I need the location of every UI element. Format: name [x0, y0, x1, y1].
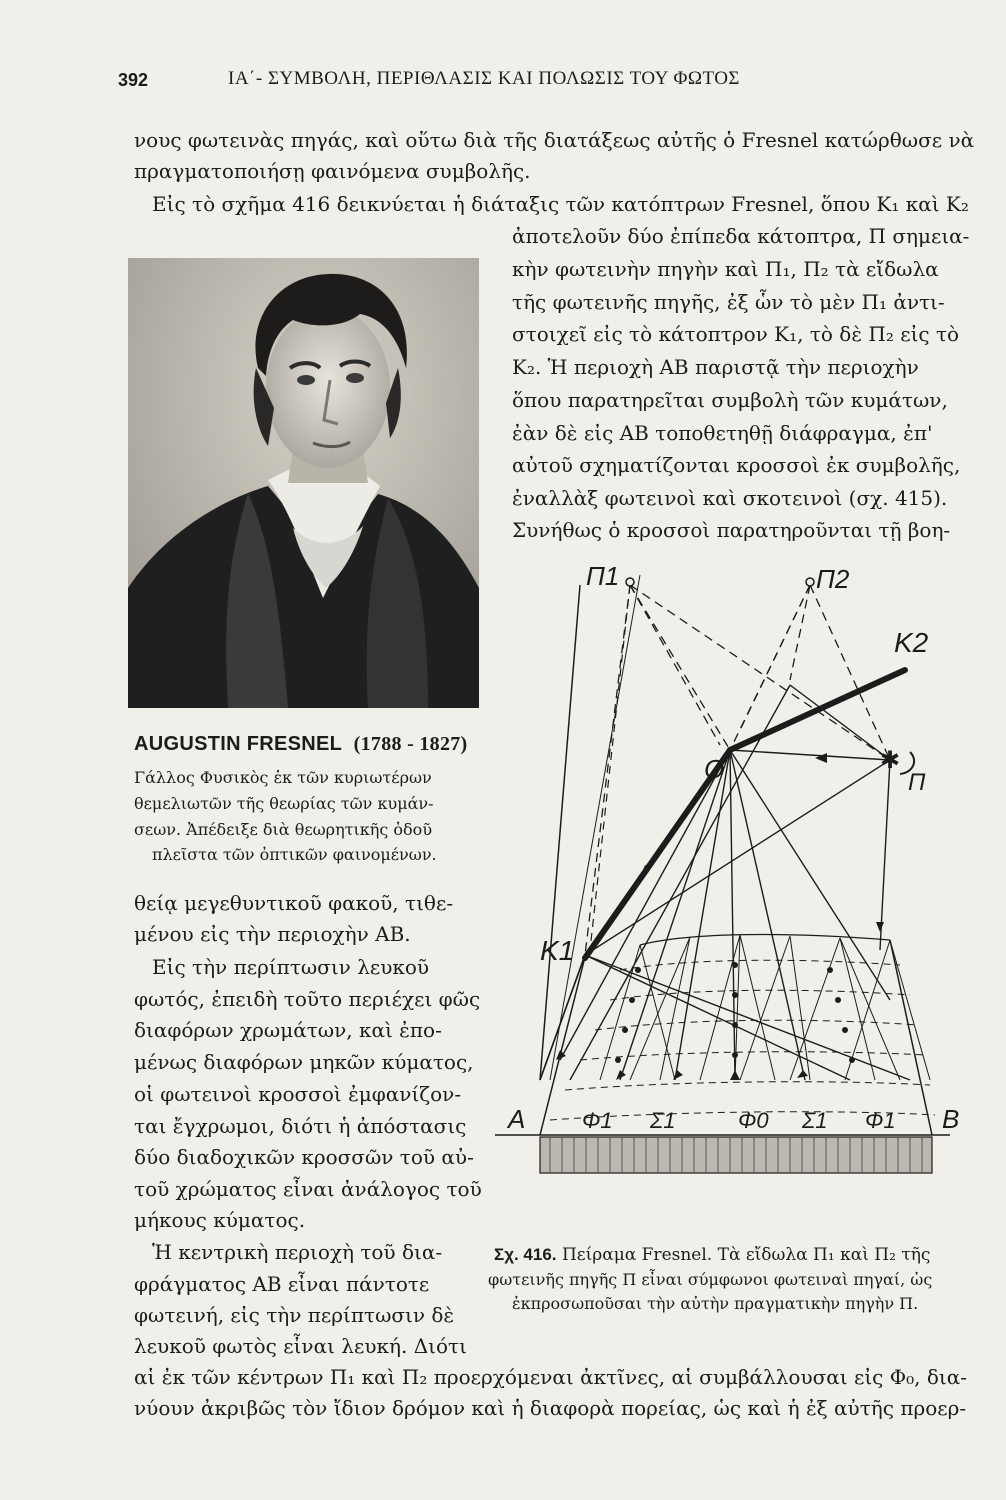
caption-line: θεμελιωτῶν τῆς θεωρίας τῶν κυμάν- [134, 794, 434, 813]
page-number: 392 [118, 70, 149, 90]
text-line: πραγματοποιήσῃ φαινόμενα συμβολῆς. [134, 159, 531, 183]
fresnel-mirror-diagram [490, 560, 980, 1234]
figure-caption-line: φωτεινῆς πηγῆς Π εἶναι σύμφωνοι φωτειναὶ πηγαί, ὡς [488, 1270, 933, 1289]
text-line: μένως διαφόρων μηκῶν κύματος, [134, 1050, 474, 1074]
text-line: τῆς φωτεινῆς πηγῆς, ἐξ ὧν τὸ μὲν Π₁ ἀντι- [512, 290, 945, 314]
text-line: φωτός, ἐπειδὴ τοῦτο περιέχει φῶς [134, 987, 481, 1011]
text-line: Κ₂. Ἡ περιοχὴ ΑΒ παριστᾷ τὴν περιοχὴν [512, 355, 919, 379]
portrait-name [134, 733, 468, 756]
text-line: φράγματος ΑΒ εἶναι πάντοτε [134, 1272, 430, 1296]
source-pi1 [626, 578, 634, 586]
label-sigma1-left: Σ1 [650, 1108, 676, 1133]
caption-line: σεων. Ἀπέδειξε διὰ θεωρητικῆς ὁδοῦ [134, 820, 433, 839]
label-pi2: Π2 [816, 564, 850, 594]
label-k1: K1 [540, 935, 575, 966]
text-line: Συνήθως ὁ κροσσοὶ παρατηροῦνται τῇ βοη- [512, 518, 951, 542]
running-title: ΙΑ΄- ΣΥΜΒΟΛΗ, ΠΕΡΙΘΛΑΣΙΣ ΚΑΙ ΠΟΛΩΣΙΣ ΤΟΥ ΦΩΤΟΣ [228, 68, 740, 89]
text-line: τοῦ χρώματος εἶναι ἀνάλογος τοῦ [134, 1177, 482, 1201]
label-pi1: Π1 [586, 561, 620, 591]
label-sigma1-right: Σ1 [802, 1108, 828, 1133]
label-k2: K2 [894, 627, 929, 658]
text-line: ται ἔγχρωμοι, διότι ἡ ἀπόστασις [134, 1114, 467, 1138]
label-a: A [508, 1104, 526, 1134]
caption-line: Γάλλος Φυσικὸς ἐκ τῶν κυριωτέρων [134, 768, 432, 787]
text-line: θείᾳ μεγεθυντικοῦ φακοῦ, τιθε- [134, 891, 454, 915]
label-phi0: Φ0 [738, 1108, 769, 1133]
label-o: O [704, 754, 725, 784]
source-pi2 [806, 578, 814, 586]
text-line: Εἰς τὴν περίπτωσιν λευκοῦ [152, 955, 430, 979]
text-line: αὐτοῦ σχηματίζονται κροσσοὶ ἐκ συμβολῆς, [512, 453, 961, 477]
text-line: μήκους κύματος. [134, 1208, 306, 1232]
figure-number: Σχ. 416. [494, 1245, 557, 1264]
text-line: στοιχεῖ εἰς τὸ κάτοπτρον Κ₁, τὸ δὲ Π₂ εἰς τὸ [512, 322, 960, 346]
figure-caption-line: ἐκπροσωποῦσαι τὴν αὐτὴν πραγματικὴν πηγὴν Π. [512, 1294, 919, 1313]
text-line: ἀποτελοῦν δύο ἐπίπεδα κάτοπτρα, Π σημεια- [512, 224, 970, 248]
label-pi: Π [908, 769, 926, 796]
text-line: μένου εἰς τὴν περιοχὴν ΑΒ. [134, 922, 411, 946]
label-phi1-right: Φ1 [865, 1108, 896, 1133]
text-line: Ἡ κεντρικὴ περιοχὴ τοῦ δια- [152, 1240, 443, 1264]
text-line: νους φωτεινὰς πηγάς, καὶ οὕτω διὰ τῆς διατάξεως αὐτῆς ὁ Fresnel κατώρθωσε νὰ [134, 128, 975, 152]
text-line: ὅπου παρατηρεῖται συμβολὴ τῶν κυμάτων, [512, 388, 948, 412]
text-line: κὴν φωτεινὴν πηγὴν καὶ Π₁, Π₂ τὰ εἴδωλα [512, 257, 939, 281]
label-b: B [942, 1104, 960, 1134]
text-line: διαφόρων χρωμάτων, καὶ ἐπο- [134, 1018, 442, 1042]
fresnel-portrait [128, 258, 479, 708]
text-line: οἱ φωτεινοὶ κροσσοὶ ἐμφανίζον- [134, 1082, 462, 1106]
text-line: δύο διαδοχικῶν κροσσῶν τοῦ αὐ- [134, 1145, 474, 1169]
figure-caption-text: Πείραμα Fresnel. Τὰ εἴδωλα Π₁ καὶ Π₂ τῆς [561, 1245, 931, 1265]
figure-caption-line [494, 1243, 930, 1267]
mirror-k2 [730, 670, 905, 750]
text-line: νύουν ἀκριβῶς τὸν ἴδιον δρόμον καὶ ἡ διαφορὰ πορείας, ὡς καὶ ἡ ἐξ αὐτῆς προερ- [134, 1396, 967, 1420]
source-star: ✱ [879, 747, 901, 774]
portrait-name-text: AUGUSTIN FRESNEL [134, 733, 342, 755]
text-line: Εἰς τὸ σχῆμα 416 δεικνύεται ἡ διάταξις τῶν κατόπτρων Fresnel, ὅπου Κ₁ καὶ Κ₂ [152, 192, 969, 216]
text-line: ἐὰν δὲ εἰς ΑΒ τοποθετηθῇ διάφραγμα, ἐπ' [512, 421, 933, 445]
text-line: αἱ ἐκ τῶν κέντρων Π₁ καὶ Π₂ προερχόμεναι ἀκτῖνες, αἱ συμβάλλουσαι εἰς Φ₀, δια- [134, 1365, 968, 1389]
portrait-years: (1788 - 1827) [353, 733, 468, 755]
text-line: ἐναλλὰξ φωτεινοὶ καὶ σκοτεινοὶ (σχ. 415). [512, 486, 948, 510]
caption-line: πλεῖστα τῶν ὀπτικῶν φαινομένων. [152, 845, 437, 864]
label-phi1-left: Φ1 [582, 1108, 613, 1133]
text-line: λευκοῦ φωτὸς εἶναι λευκή. Διότι [134, 1334, 467, 1358]
text-line: φωτεινή, εἰς τὴν περίπτωσιν δὲ [134, 1303, 455, 1327]
